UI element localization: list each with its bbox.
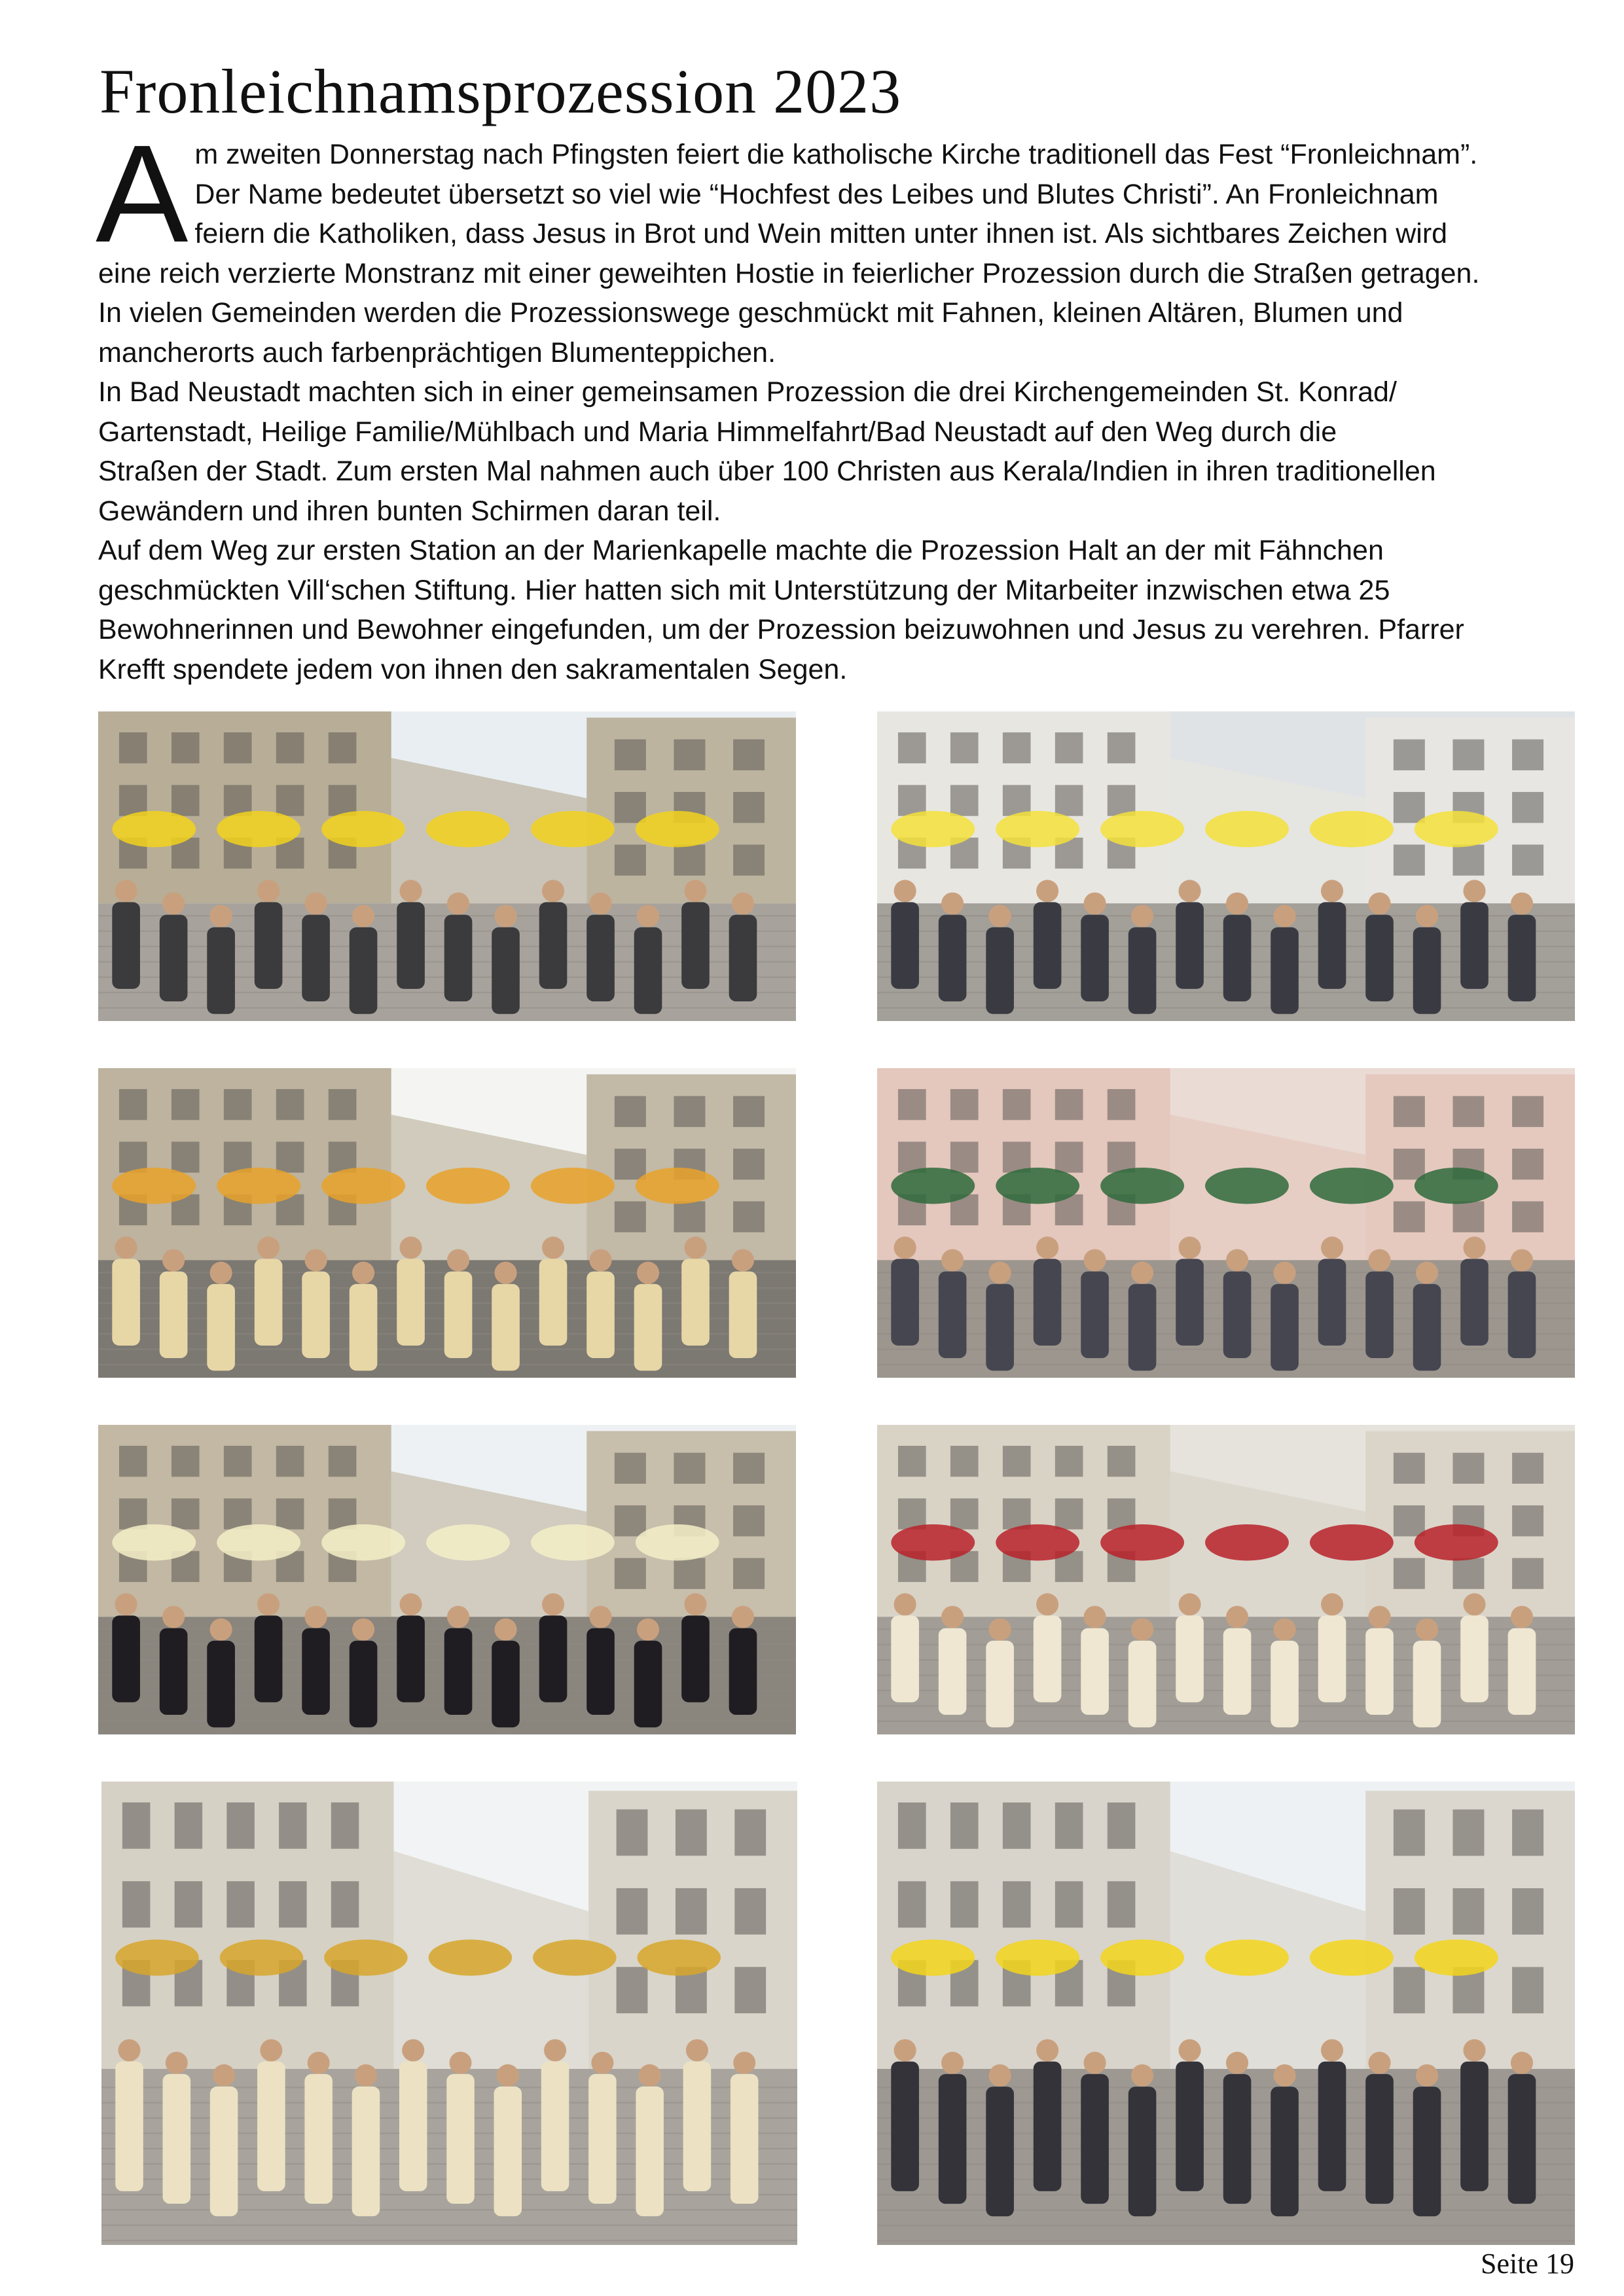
article-line: Gartenstadt, Heilige Familie/Mühlbach und Maria Himmelfahrt/Bad Neustadt auf den Weg durch die [98, 416, 1337, 448]
page-title: Fronleichnamsprozession 2023 [99, 56, 902, 126]
photo-kerala-umbrellas [98, 1068, 796, 1378]
article-line: Gewändern und ihren bunten Schirmen daran teil. [98, 495, 721, 527]
article-line: Krefft spendete jedem von ihnen den sakramentalen Segen. [98, 653, 848, 685]
photo-traditional-costumes [98, 1425, 796, 1734]
photo-scene [877, 1425, 1575, 1734]
photo-street-procession [98, 711, 796, 1021]
article-text [96, 116, 1578, 689]
article-line: eine reich verzierte Monstranz mit einer geweihten Hostie in feierlicher Prozession durch die Straßen getragen. [98, 257, 1480, 289]
article-line: Der Name bedeutet übersetzt so viel wie “Hochfest des Leibes und Blutes Christi”. An Fronleichnam [194, 178, 1439, 210]
photo-scene [98, 1068, 796, 1378]
photo-scene [877, 1782, 1575, 2245]
photo-priest-monstrance [101, 1782, 797, 2245]
article-line: Straßen der Stadt. Zum ersten Mal nahmen auch über 100 Christen aus Kerala/Indien in ihren traditionellen [98, 456, 1436, 487]
article-line: In vielen Gemeinden werden die Prozessionswege geschmückt mit Fahnen, kleinen Altären, Blumen und [98, 297, 1403, 329]
photo-street-flags [877, 1782, 1575, 2245]
photo-scene [877, 1068, 1575, 1378]
article-line: mancherorts auch farbenprächtigen Blumenteppichen. [98, 336, 776, 368]
photo-scene [98, 711, 796, 1021]
article-body [96, 116, 1578, 689]
photo-residents-row [877, 711, 1575, 1021]
photo-scene [101, 1782, 797, 2245]
article-line: m zweiten Donnerstag nach Pfingsten feiert die katholische Kirche traditionell das Fest “Fronleichnam”. [194, 139, 1478, 170]
article-line: Auf dem Weg zur ersten Station an der Marienkapelle machte die Prozession Halt an der mit Fähnchen [98, 535, 1384, 566]
article-line: geschmückten Vill‘schen Stiftung. Hier hatten sich mit Unterstützung der Mitarbeiter inzwischen etwa 25 [98, 574, 1390, 606]
photo-pink-building [877, 1068, 1575, 1378]
photo-scene [98, 1425, 796, 1734]
page-number: Seite 19 [1481, 2248, 1574, 2280]
article-line: Bewohnerinnen und Bewohner eingefunden, um der Prozession beizuwohnen und Jesus zu verehren. Pfarrer [98, 614, 1464, 645]
photo-scene [877, 711, 1575, 1021]
drop-cap: A [96, 116, 189, 271]
article-line: feiern die Katholiken, dass Jesus in Brot und Wein mitten unter ihnen ist. Als sichtbares Zeichen wird [194, 218, 1448, 249]
photo-altar-servers [877, 1425, 1575, 1734]
article-line: In Bad Neustadt machten sich in einer gemeinsamen Prozession die drei Kirchengemeinden St. Konrad/ [98, 376, 1397, 408]
